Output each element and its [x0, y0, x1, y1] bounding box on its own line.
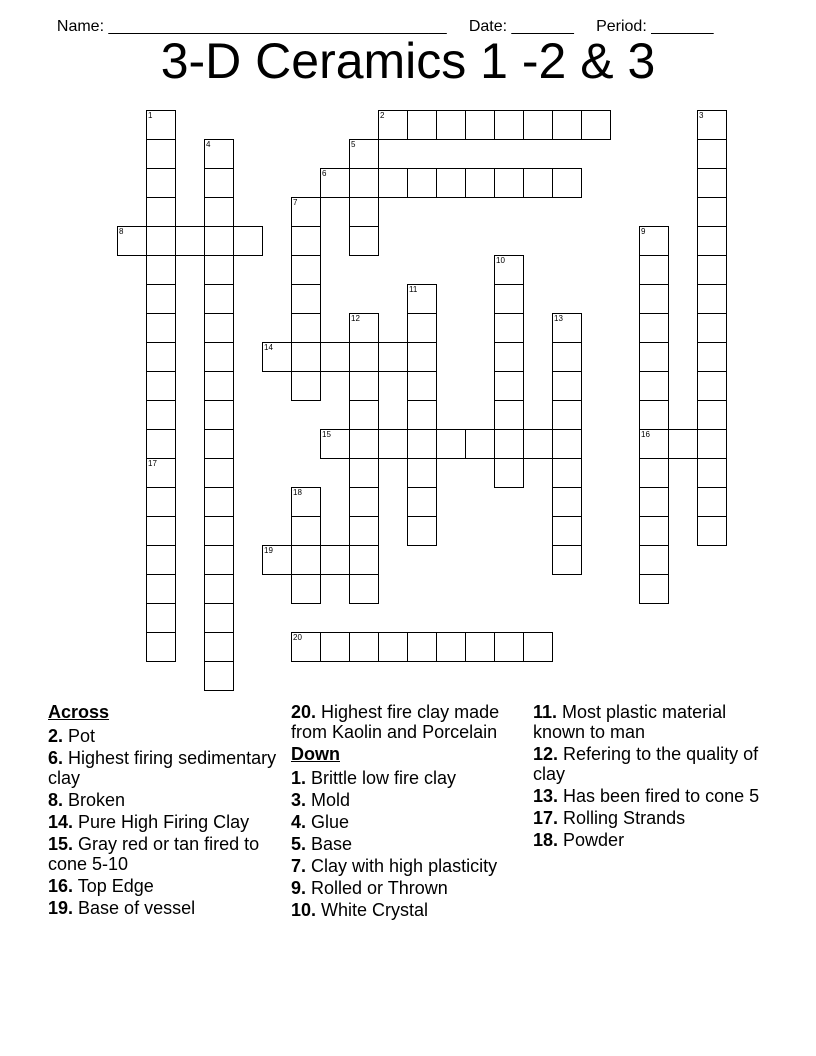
crossword-cell[interactable]: [146, 516, 176, 546]
crossword-cell[interactable]: [697, 313, 727, 343]
crossword-cell[interactable]: [204, 574, 234, 604]
crossword-cell[interactable]: [349, 487, 379, 517]
down-heading: Down: [291, 744, 340, 764]
crossword-cell[interactable]: [639, 371, 669, 401]
crossword-cell[interactable]: [378, 110, 408, 140]
page-title: 3-D Ceramics 1 -2 & 3: [160, 33, 656, 89]
crossword-cell[interactable]: [146, 255, 176, 285]
crossword-cell[interactable]: [639, 400, 669, 430]
clue-number-label: 10.: [291, 900, 317, 920]
crossword-cell[interactable]: [639, 574, 669, 604]
crossword-cell[interactable]: [291, 516, 321, 546]
clue-number: 20: [293, 633, 302, 642]
crossword-cell[interactable]: [204, 139, 234, 169]
crossword-cell[interactable]: [552, 313, 582, 343]
crossword-cell[interactable]: [291, 226, 321, 256]
across-clue: [291, 702, 523, 742]
date-label: Date:: [468, 18, 508, 35]
clue-number: 7: [293, 198, 298, 207]
crossword-cell[interactable]: [378, 632, 408, 662]
crossword-cell[interactable]: [407, 487, 437, 517]
crossword-cell[interactable]: [494, 458, 524, 488]
clue-number-label: 16.: [48, 876, 74, 896]
crossword-cell[interactable]: [291, 255, 321, 285]
clue-number-label: 13.: [533, 786, 559, 806]
clue-number: 17: [148, 459, 157, 468]
clue-number: 3: [699, 111, 704, 120]
crossword-cell[interactable]: [204, 632, 234, 662]
crossword-cell[interactable]: [436, 429, 466, 459]
crossword-cell[interactable]: [146, 429, 176, 459]
clue-number: 9: [641, 227, 646, 236]
crossword-cell[interactable]: [204, 313, 234, 343]
crossword-cell[interactable]: [407, 342, 437, 372]
crossword-cell[interactable]: [291, 342, 321, 372]
crossword-cell[interactable]: [349, 458, 379, 488]
crossword-cell[interactable]: [552, 342, 582, 372]
crossword-cell[interactable]: [291, 197, 321, 227]
crossword-cell[interactable]: [262, 545, 292, 575]
crossword-cell[interactable]: [494, 371, 524, 401]
clue-number-label: 18.: [533, 830, 559, 850]
crossword-cell[interactable]: [291, 371, 321, 401]
crossword-cell[interactable]: [146, 110, 176, 140]
crossword-cell[interactable]: [552, 516, 582, 546]
name-blank[interactable]: ______________________________________: [108, 18, 447, 35]
down-clue: [533, 786, 773, 806]
clue-number: 4: [206, 140, 211, 149]
crossword-cell[interactable]: [697, 110, 727, 140]
crossword-cell[interactable]: [407, 313, 437, 343]
across-clue: [48, 790, 280, 810]
crossword-cell[interactable]: [494, 429, 524, 459]
clues-column-3: [533, 702, 773, 852]
clue-text: Mold: [306, 790, 351, 810]
crossword-cell[interactable]: [436, 168, 466, 198]
crossword-cell[interactable]: [639, 429, 669, 459]
crossword-cell[interactable]: [204, 342, 234, 372]
crossword-cell[interactable]: [349, 139, 379, 169]
crossword-cell[interactable]: [291, 545, 321, 575]
crossword-cell[interactable]: [204, 429, 234, 459]
crossword-cell[interactable]: [146, 313, 176, 343]
crossword-cell[interactable]: [291, 487, 321, 517]
crossword-cell[interactable]: [697, 197, 727, 227]
crossword-cell[interactable]: [349, 632, 379, 662]
crossword-cell[interactable]: [320, 168, 350, 198]
clue-number: 5: [351, 140, 356, 149]
clue-text: Refering to the quality of clay: [533, 744, 759, 784]
crossword-cell[interactable]: [697, 342, 727, 372]
crossword-cell[interactable]: [697, 139, 727, 169]
period-label: Period:: [596, 18, 647, 35]
down-clue: [533, 702, 773, 742]
clue-text: Pot: [63, 726, 96, 746]
crossword-cell[interactable]: [639, 516, 669, 546]
clue-number-label: 12.: [533, 744, 559, 764]
crossword-cell[interactable]: [349, 429, 379, 459]
crossword-cell[interactable]: [204, 226, 234, 256]
crossword-cell[interactable]: [552, 110, 582, 140]
clue-number: 2: [380, 111, 385, 120]
crossword-cell[interactable]: [494, 255, 524, 285]
crossword-cell[interactable]: [697, 371, 727, 401]
crossword-cell[interactable]: [320, 545, 350, 575]
clue-number-label: 4.: [291, 812, 307, 832]
clue-text: Rolled or Thrown: [306, 878, 448, 898]
clue-number: 10: [496, 256, 505, 265]
crossword-cell[interactable]: [175, 226, 205, 256]
crossword-cell[interactable]: [436, 632, 466, 662]
crossword-cell[interactable]: [639, 284, 669, 314]
down-clue: [291, 900, 523, 920]
crossword-cell[interactable]: [407, 110, 437, 140]
crossword-cell[interactable]: [639, 313, 669, 343]
crossword-cell[interactable]: [697, 284, 727, 314]
crossword-cell[interactable]: [146, 632, 176, 662]
crossword-cell[interactable]: [349, 400, 379, 430]
crossword-cell[interactable]: [146, 139, 176, 169]
crossword-cell[interactable]: [204, 516, 234, 546]
crossword-cell[interactable]: [204, 545, 234, 575]
crossword-cell[interactable]: [204, 284, 234, 314]
clue-number: 12: [351, 314, 360, 323]
crossword-cell[interactable]: [523, 429, 553, 459]
clue-number-label: 5.: [291, 834, 307, 854]
crossword-cell[interactable]: [291, 574, 321, 604]
clue-number-label: 8.: [48, 790, 64, 810]
crossword-cell[interactable]: [552, 371, 582, 401]
down-clue: [291, 834, 523, 854]
crossword-cell[interactable]: [436, 110, 466, 140]
clue-text: Highest fire clay made from Kaolin and Porcelain: [291, 702, 500, 742]
crossword-cell[interactable]: [204, 255, 234, 285]
crossword-cell[interactable]: [639, 226, 669, 256]
down-clue-list-continued: [533, 702, 773, 850]
crossword-cell[interactable]: [204, 371, 234, 401]
across-clue: [48, 726, 280, 746]
crossword-cell[interactable]: [233, 226, 263, 256]
crossword-cell[interactable]: [320, 429, 350, 459]
crossword-cell[interactable]: [349, 168, 379, 198]
crossword-cell[interactable]: [146, 371, 176, 401]
across-clue: [48, 898, 280, 918]
crossword-cell[interactable]: [349, 574, 379, 604]
crossword-cell[interactable]: [407, 371, 437, 401]
crossword-cell[interactable]: [146, 545, 176, 575]
down-clue: [533, 808, 773, 828]
crossword-cell[interactable]: [639, 545, 669, 575]
clue-text: Clay with high plasticity: [306, 856, 498, 876]
crossword-cell[interactable]: [204, 487, 234, 517]
clue-text: Broken: [63, 790, 126, 810]
crossword-cell[interactable]: [465, 168, 495, 198]
crossword-cell[interactable]: [407, 168, 437, 198]
across-clue: [48, 876, 280, 896]
clue-text: Highest firing sedimentary clay: [48, 748, 277, 788]
crossword-cell[interactable]: [552, 487, 582, 517]
period-blank[interactable]: _______: [651, 18, 714, 35]
crossword-cell[interactable]: [407, 429, 437, 459]
across-heading: Across: [48, 702, 110, 722]
clue-text: Gray red or tan fired to cone 5-10: [48, 834, 260, 874]
crossword-cell[interactable]: [204, 400, 234, 430]
crossword-cell[interactable]: [146, 603, 176, 633]
clue-number-label: 17.: [533, 808, 559, 828]
clue-number: 14: [264, 343, 273, 352]
crossword-cell[interactable]: [494, 632, 524, 662]
clue-number: 13: [554, 314, 563, 323]
clues-column-2: [291, 702, 523, 922]
crossword-cell[interactable]: [581, 110, 611, 140]
crossword-cell[interactable]: [552, 168, 582, 198]
clue-number: 18: [293, 488, 302, 497]
crossword-cell[interactable]: [523, 110, 553, 140]
crossword-cell[interactable]: [494, 400, 524, 430]
crossword-cell[interactable]: [668, 429, 698, 459]
crossword-cell[interactable]: [552, 545, 582, 575]
crossword-cell[interactable]: [146, 487, 176, 517]
crossword-cell[interactable]: [349, 516, 379, 546]
crossword-cell[interactable]: [117, 226, 147, 256]
crossword-cell[interactable]: [465, 110, 495, 140]
crossword-cell[interactable]: [146, 342, 176, 372]
crossword-cell[interactable]: [697, 516, 727, 546]
clue-number-label: 6.: [48, 748, 64, 768]
down-clue: [291, 812, 523, 832]
crossword-cell[interactable]: [204, 197, 234, 227]
clue-number: 8: [119, 227, 124, 236]
down-clue-list: [291, 768, 523, 920]
crossword-cell[interactable]: [204, 603, 234, 633]
down-clue: [533, 830, 773, 850]
crossword-cell[interactable]: [552, 400, 582, 430]
crossword-cell[interactable]: [349, 371, 379, 401]
crossword-cell[interactable]: [407, 400, 437, 430]
clue-number-label: 15.: [48, 834, 74, 854]
crossword-cell[interactable]: [639, 255, 669, 285]
crossword-cell[interactable]: [697, 400, 727, 430]
crossword-cell[interactable]: [697, 168, 727, 198]
crossword-cell[interactable]: [407, 284, 437, 314]
crossword-cell[interactable]: [494, 342, 524, 372]
date-blank[interactable]: _______: [511, 18, 574, 35]
crossword-cell[interactable]: [697, 487, 727, 517]
crossword-cell[interactable]: [349, 313, 379, 343]
clue-text: Pure High Firing Clay: [73, 812, 250, 832]
clue-number: 1: [148, 111, 153, 120]
clue-number: 6: [322, 169, 327, 178]
clues-column-1: [48, 702, 280, 920]
crossword-cell[interactable]: [146, 226, 176, 256]
clue-number-label: 14.: [48, 812, 74, 832]
crossword-cell[interactable]: [494, 284, 524, 314]
crossword-cell[interactable]: [697, 255, 727, 285]
crossword-cell[interactable]: [204, 458, 234, 488]
clue-number-label: 9.: [291, 878, 307, 898]
clue-text: White Crystal: [316, 900, 429, 920]
across-clue-list: [48, 726, 280, 918]
crossword-cell[interactable]: [639, 342, 669, 372]
crossword-cell[interactable]: [639, 487, 669, 517]
clue-number: 19: [264, 546, 273, 555]
crossword-cell[interactable]: [697, 429, 727, 459]
across-clue: [48, 812, 280, 832]
down-clue: [291, 878, 523, 898]
clue-text: Top Edge: [73, 876, 154, 896]
down-clue: [291, 856, 523, 876]
crossword-cell[interactable]: [378, 168, 408, 198]
across-clue: [48, 748, 280, 788]
crossword-cell[interactable]: [697, 458, 727, 488]
down-clue: [291, 768, 523, 788]
clue-number-label: 2.: [48, 726, 64, 746]
crossword-cell[interactable]: [146, 197, 176, 227]
crossword-cell[interactable]: [407, 458, 437, 488]
crossword-cell[interactable]: [639, 458, 669, 488]
crossword-cell[interactable]: [146, 168, 176, 198]
clue-number-label: 11.: [533, 702, 558, 722]
crossword-cell[interactable]: [204, 168, 234, 198]
crossword-cell[interactable]: [349, 197, 379, 227]
crossword-cell[interactable]: [378, 429, 408, 459]
clue-text: Base: [306, 834, 353, 854]
crossword-cell[interactable]: [407, 632, 437, 662]
clue-number: 15: [322, 430, 331, 439]
crossword-cell[interactable]: [523, 168, 553, 198]
down-clue: [533, 744, 773, 784]
crossword-cell[interactable]: [552, 429, 582, 459]
crossword-cell[interactable]: [494, 110, 524, 140]
clue-number: 11: [409, 285, 418, 294]
crossword-cell[interactable]: [320, 632, 350, 662]
crossword-cell[interactable]: [349, 545, 379, 575]
crossword-cell[interactable]: [494, 168, 524, 198]
crossword-cell[interactable]: [465, 632, 495, 662]
clue-number-label: 19.: [48, 898, 74, 918]
clue-number-label: 20.: [291, 702, 317, 722]
clue-text: Glue: [306, 812, 350, 832]
across-clue-list-continued: [291, 702, 523, 742]
crossword-cell[interactable]: [204, 661, 234, 691]
clue-text: Rolling Strands: [558, 808, 686, 828]
crossword-cell[interactable]: [146, 574, 176, 604]
clue-number-label: 1.: [291, 768, 307, 788]
crossword-cell[interactable]: [378, 342, 408, 372]
clue-number: 16: [641, 430, 650, 439]
clue-text: Base of vessel: [73, 898, 196, 918]
crossword-cell[interactable]: [320, 342, 350, 372]
name-label: Name:: [56, 18, 105, 35]
crossword-cell[interactable]: [146, 458, 176, 488]
across-clue: [48, 834, 280, 874]
clue-text: Brittle low fire clay: [306, 768, 457, 788]
crossword-cell[interactable]: [146, 400, 176, 430]
crossword-cell[interactable]: [291, 632, 321, 662]
clue-text: Powder: [558, 830, 625, 850]
crossword-cell[interactable]: [697, 226, 727, 256]
crossword-cell[interactable]: [291, 313, 321, 343]
crossword-cell[interactable]: [349, 226, 379, 256]
crossword-cell[interactable]: [552, 458, 582, 488]
clue-text: Has been fired to cone 5: [558, 786, 760, 806]
crossword-cell[interactable]: [262, 342, 292, 372]
crossword-cell[interactable]: [146, 284, 176, 314]
crossword-cell[interactable]: [291, 284, 321, 314]
clue-text: Most plastic material known to man: [533, 702, 727, 742]
clue-number-label: 3.: [291, 790, 307, 810]
crossword-cell[interactable]: [523, 632, 553, 662]
crossword-cell[interactable]: [407, 516, 437, 546]
crossword-cell[interactable]: [349, 342, 379, 372]
clue-number-label: 7.: [291, 856, 307, 876]
crossword-cell[interactable]: [494, 313, 524, 343]
crossword-cell[interactable]: [465, 429, 495, 459]
down-clue: [291, 790, 523, 810]
